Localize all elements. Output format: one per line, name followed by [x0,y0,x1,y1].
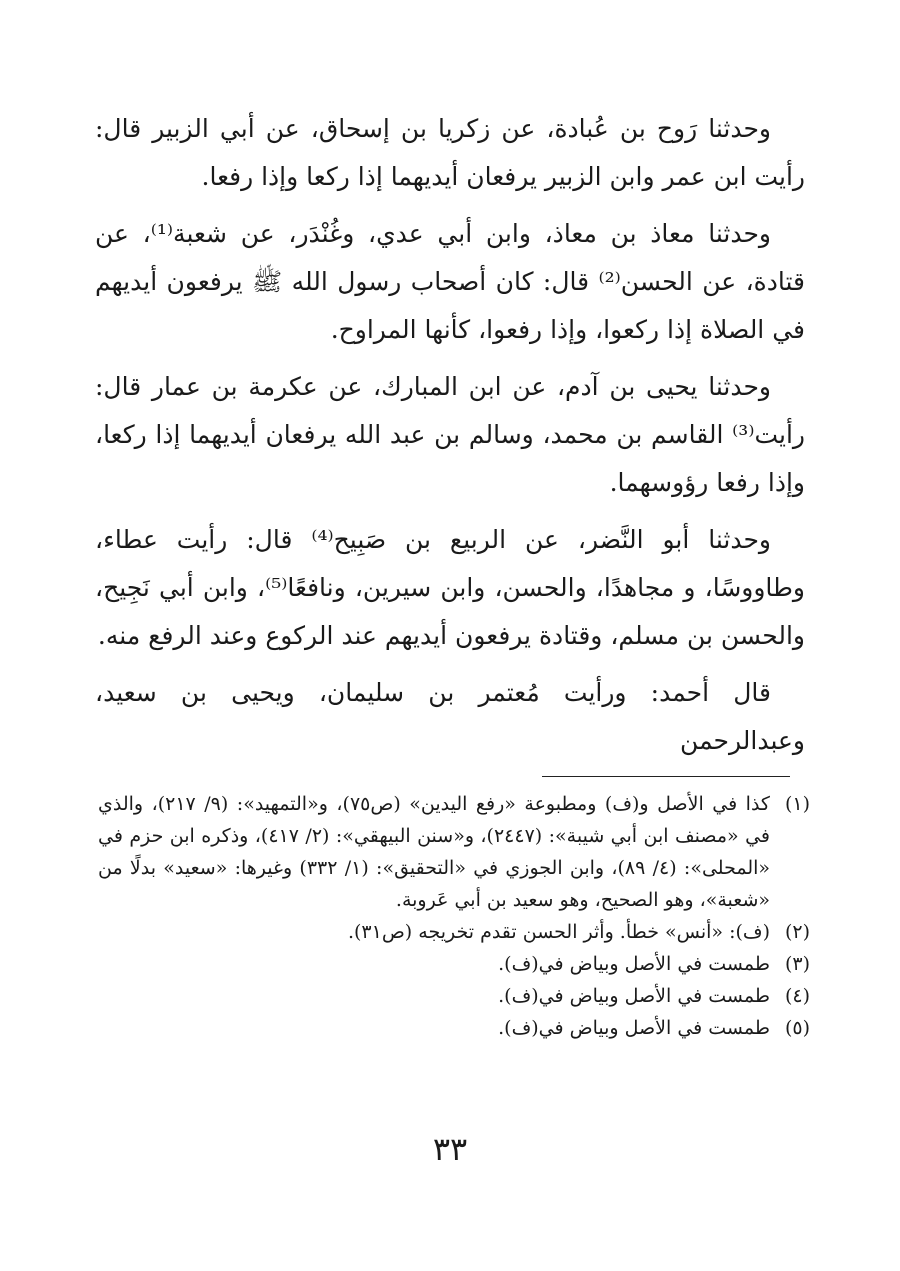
paragraph: وحدثنا أبو النَّضر، عن الربيع بن صَبِيح⁽⁴⁾ قال: رأيت عطاء، وطاووسًا، و مجاهدًا، والحسن، وابن سيرين، ونافعًا⁽⁵⁾، وابن أبي نَجِيح، والحسن بن مسلم، وقتادة يرفعون أيديهم عند الركوع وعند الرفع منه. [95,525,805,650]
footnote-number: (٣) [784,953,810,975]
footnotes [98,788,810,1044]
footnote-divider [542,776,790,777]
footnote [98,916,810,948]
footnote-text: طمست في الأصل وبياض في(ف). [498,953,770,975]
footnote-number: (١) [784,793,810,815]
footnote [98,980,810,1012]
paragraph: وحدثنا معاذ بن معاذ، وابن أبي عدي، وغُنْدَر، عن شعبة⁽¹⁾، عن قتادة، عن الحسن⁽²⁾ قال: كان أصحاب رسول الله ﷺ يرفعون أيديهم في الصلاة إذا ركعوا، وإذا رفعوا، كأنها المراوح. [95,219,806,344]
footnote-text: طمست في الأصل وبياض في(ف). [498,985,770,1007]
footnote [98,1012,810,1044]
footnote-text: (ف): «أنس» خطأ. وأثر الحسن تقدم تخريجه (ص٣١). [347,921,770,943]
page-number: ٣٣ [432,1130,468,1168]
paragraph: وحدثنا يحيى بن آدم، عن ابن المبارك، عن عكرمة بن عمار قال: رأيت⁽³⁾ القاسم بن محمد، وسالم بن عبد الله يرفعان أيديهما إذا ركعا، وإذا رفعا رؤوسهما. [95,372,805,497]
footnote [98,948,810,980]
footnote-text: كذا في الأصل و(ف) ومطبوعة «رفع اليدين» (ص٧٥)، و«التمهيد»: (٩/ ٢١٧)، والذي في «مصنف ابن أبي شيبة»: (٢٤٤٧)، و«سنن البيهقي»: (٢/ ٤١٧)، وذكره ابن حزم في «المحلى»: (٤/ ٨٩)، وابن الجوزي في «التحقيق»: (١/ ٣٣٢) وغيرها: «سعيد» بدلًا من «شعبة»، وهو الصحيح، وهو سعيد بن أبي عَروبة. [98,793,771,911]
main-text [95,105,805,774]
footnote-number: (٢) [784,921,810,943]
footnote-number: (٤) [784,985,810,1007]
paragraph: وحدثنا رَوح بن عُبادة، عن زكريا بن إسحاق، عن أبي الزبير قال: رأيت ابن عمر وابن الزبير يرفعان أيديهما إذا ركعا وإذا رفعا. [95,114,805,191]
footnote-text: طمست في الأصل وبياض في(ف). [498,1017,770,1039]
footnote [98,788,810,916]
paragraph: قال أحمد: ورأيت مُعتمر بن سليمان، ويحيى بن سعيد، وعبدالرحمن [95,678,805,755]
footnote-number: (٥) [784,1017,810,1039]
